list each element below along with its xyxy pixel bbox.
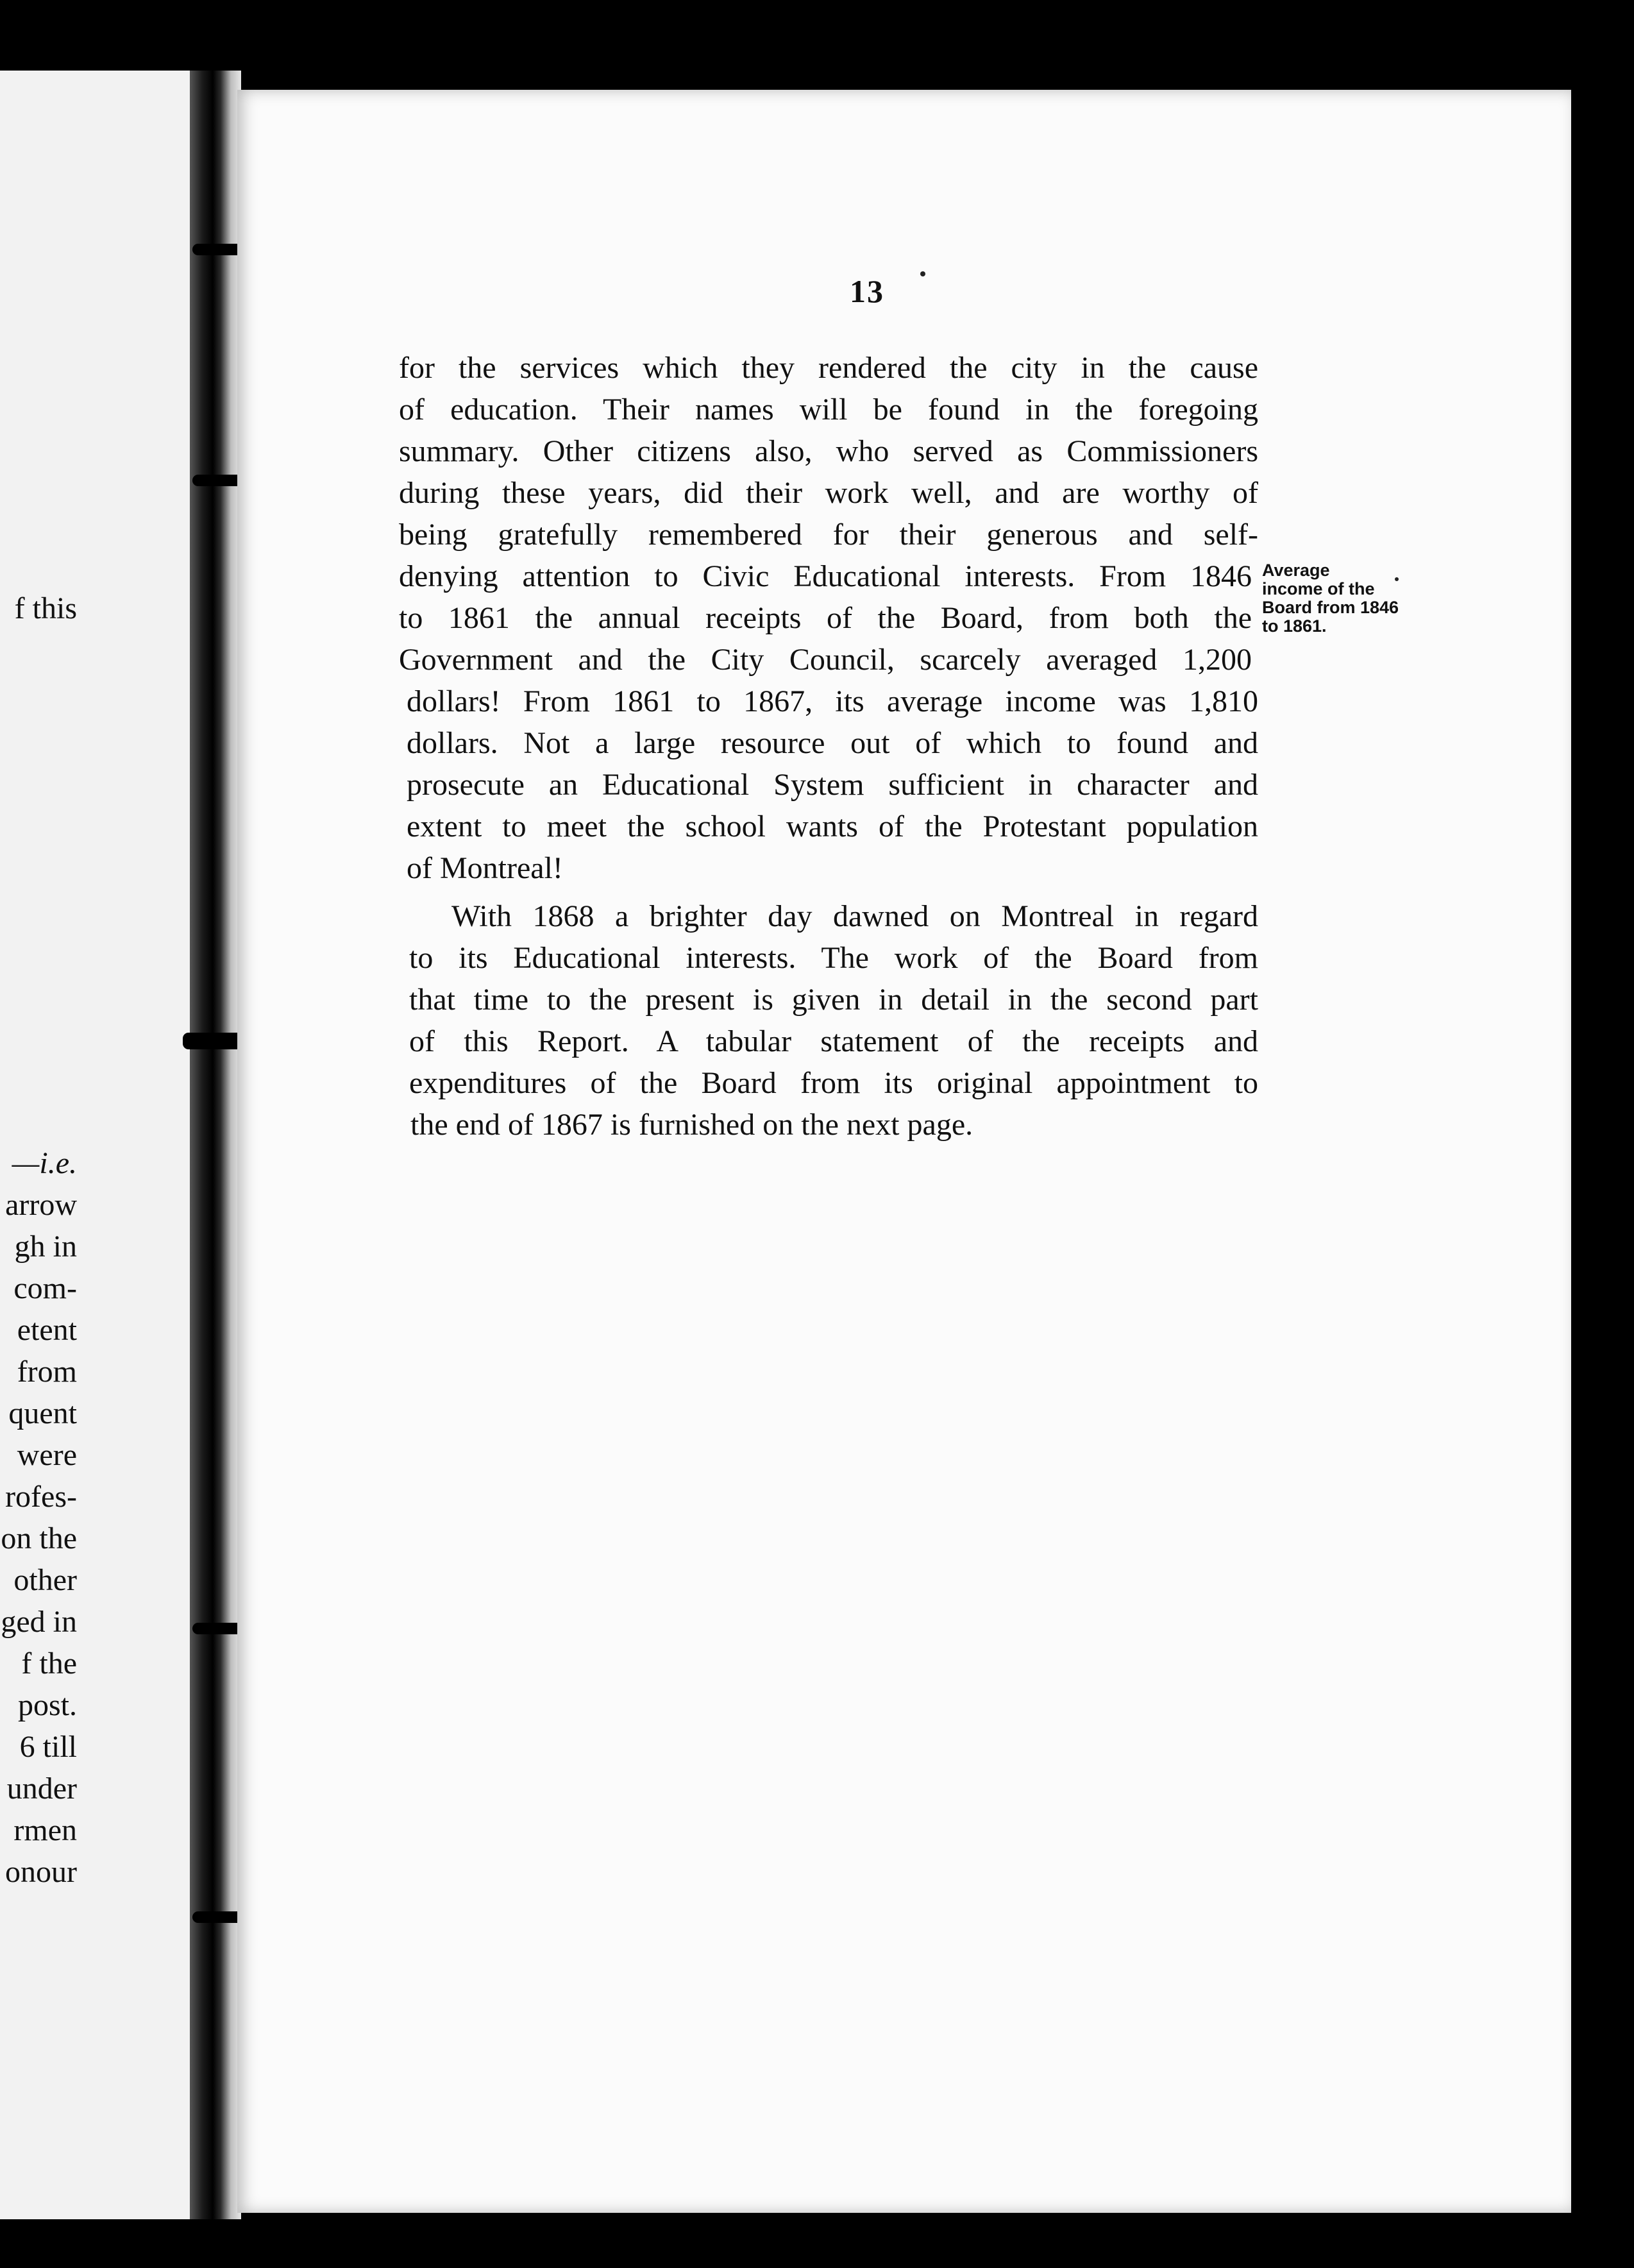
ink-speck — [920, 271, 925, 276]
left-page-fragment: arrow — [5, 1188, 77, 1222]
left-page-fragment: onour — [5, 1855, 77, 1889]
left-page-fragment: rofes- — [5, 1480, 77, 1514]
body-text-line: denying attention to Civic Educational interests. From 1846 — [399, 559, 1252, 593]
body-text-line: With 1868 a brighter day dawned on Montreal in regard — [451, 899, 1258, 933]
left-page-fragment: quent — [8, 1396, 77, 1430]
left-page-fragment: etent — [17, 1313, 77, 1347]
body-text-line: dollars! From 1861 to 1867, its average income was 1,810 — [407, 684, 1258, 718]
marginal-note-line: Board from 1846 — [1262, 598, 1399, 618]
book-binding-gutter — [190, 71, 241, 2219]
body-text-line: extent to meet the school wants of the Protestant population — [407, 809, 1258, 843]
left-page-fragment: ged in — [1, 1605, 77, 1639]
body-text-line: prosecute an Educational System sufficient in character and — [407, 768, 1258, 802]
body-text-line: being gratefully remembered for their generous and self- — [399, 518, 1258, 552]
marginal-note-line: to 1861. — [1262, 616, 1327, 636]
marginal-note-line: income of the — [1262, 579, 1375, 599]
body-text-line: to its Educational interests. The work of the Board from — [409, 941, 1258, 975]
page-number: 13 — [850, 273, 884, 309]
left-facing-page — [0, 71, 192, 2219]
marginal-note — [1262, 561, 1399, 636]
left-page-fragment: were — [17, 1438, 77, 1472]
body-text-line: of this Report. A tabular statement of the receipts and — [409, 1024, 1258, 1058]
left-page-fragment: other — [13, 1563, 77, 1597]
body-text-line: summary. Other citizens also, who served as Commissioners — [399, 434, 1258, 468]
left-page-fragment: com- — [13, 1271, 77, 1305]
body-text-line: Government and the City Council, scarcely averaged 1,200 — [399, 643, 1252, 677]
left-page-fragment: from — [17, 1355, 77, 1389]
body-text-line: during these years, did their work well, and are worthy of — [399, 476, 1258, 510]
body-text-line: to 1861 the annual receipts of the Board, from both the — [399, 601, 1252, 635]
body-text-line: of Montreal! — [407, 851, 563, 885]
left-page-fragment: gh in — [14, 1230, 77, 1264]
left-page-fragment: on the — [1, 1521, 77, 1555]
left-page-fragment: f this — [14, 591, 77, 625]
left-page-fragment: rmen — [13, 1813, 77, 1847]
left-page-fragment: 6 till — [19, 1730, 77, 1764]
marginal-note-line: Average — [1262, 561, 1330, 580]
body-text-line: dollars. Not a large resource out of which to found and — [407, 726, 1258, 760]
left-page-fragment: —i.e. — [12, 1146, 77, 1180]
body-text-line: for the services which they rendered the city in the cause — [399, 351, 1258, 385]
left-page-fragment: f the — [21, 1646, 77, 1680]
body-text-line: the end of 1867 is furnished on the next page. — [410, 1108, 973, 1142]
body-text-line: that time to the present is given in detail in the second part — [409, 983, 1258, 1017]
left-page-fragment: post. — [17, 1688, 77, 1722]
body-text-line: of education. Their names will be found in the foregoing — [399, 393, 1258, 427]
body-text-line: expenditures of the Board from its original appointment to — [409, 1066, 1258, 1100]
left-page-fragment: under — [6, 1772, 77, 1806]
